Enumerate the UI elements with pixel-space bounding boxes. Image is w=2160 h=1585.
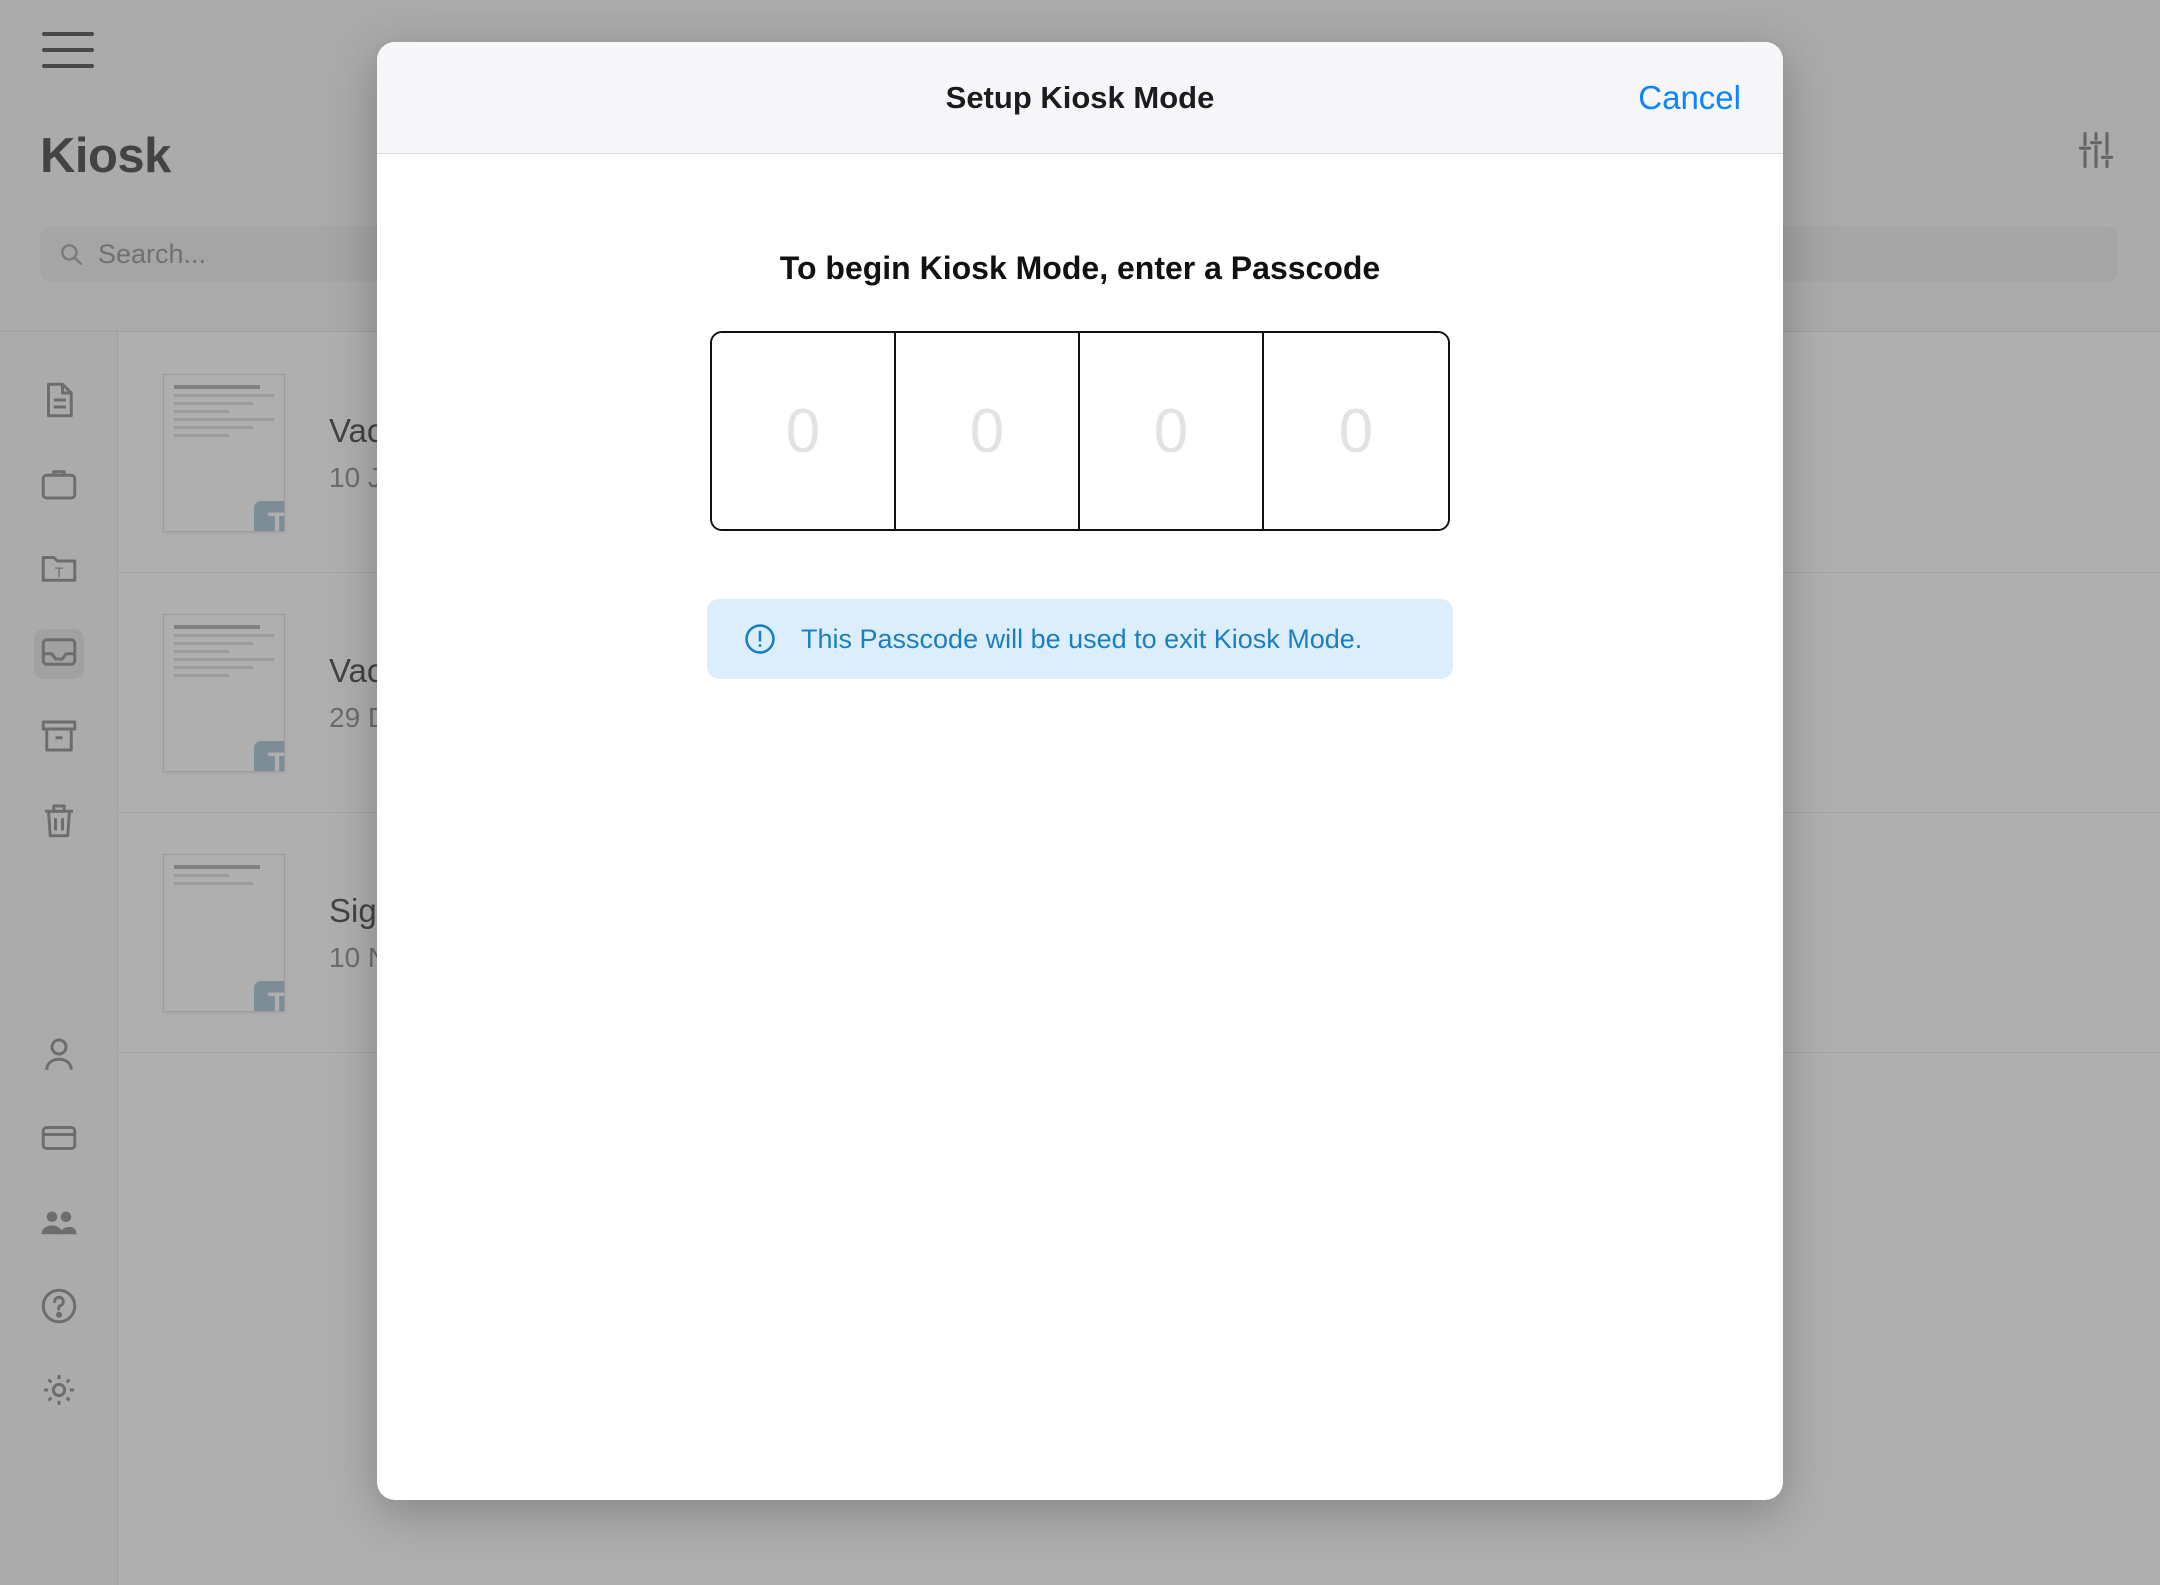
dialog-title: Setup Kiosk Mode	[945, 79, 1215, 115]
passcode-digit-3[interactable]: 0	[1080, 333, 1264, 529]
info-banner	[707, 599, 1453, 679]
cancel-button[interactable]: Cancel	[1638, 78, 1741, 116]
passcode-prompt: To begin Kiosk Mode, enter a Passcode	[779, 250, 1381, 286]
info-banner-text: This Passcode will be used to exit Kiosk Mode.	[801, 623, 1363, 654]
dialog-body	[377, 154, 1783, 679]
passcode-digit-1[interactable]: 0	[712, 333, 896, 529]
passcode-digit-2[interactable]: 0	[896, 333, 1080, 529]
setup-kiosk-mode-dialog	[377, 42, 1783, 1500]
passcode-input[interactable]	[710, 331, 1450, 531]
dialog-header	[377, 42, 1783, 154]
passcode-digit-4[interactable]: 0	[1264, 333, 1448, 529]
exclamation-circle-icon	[743, 622, 777, 656]
